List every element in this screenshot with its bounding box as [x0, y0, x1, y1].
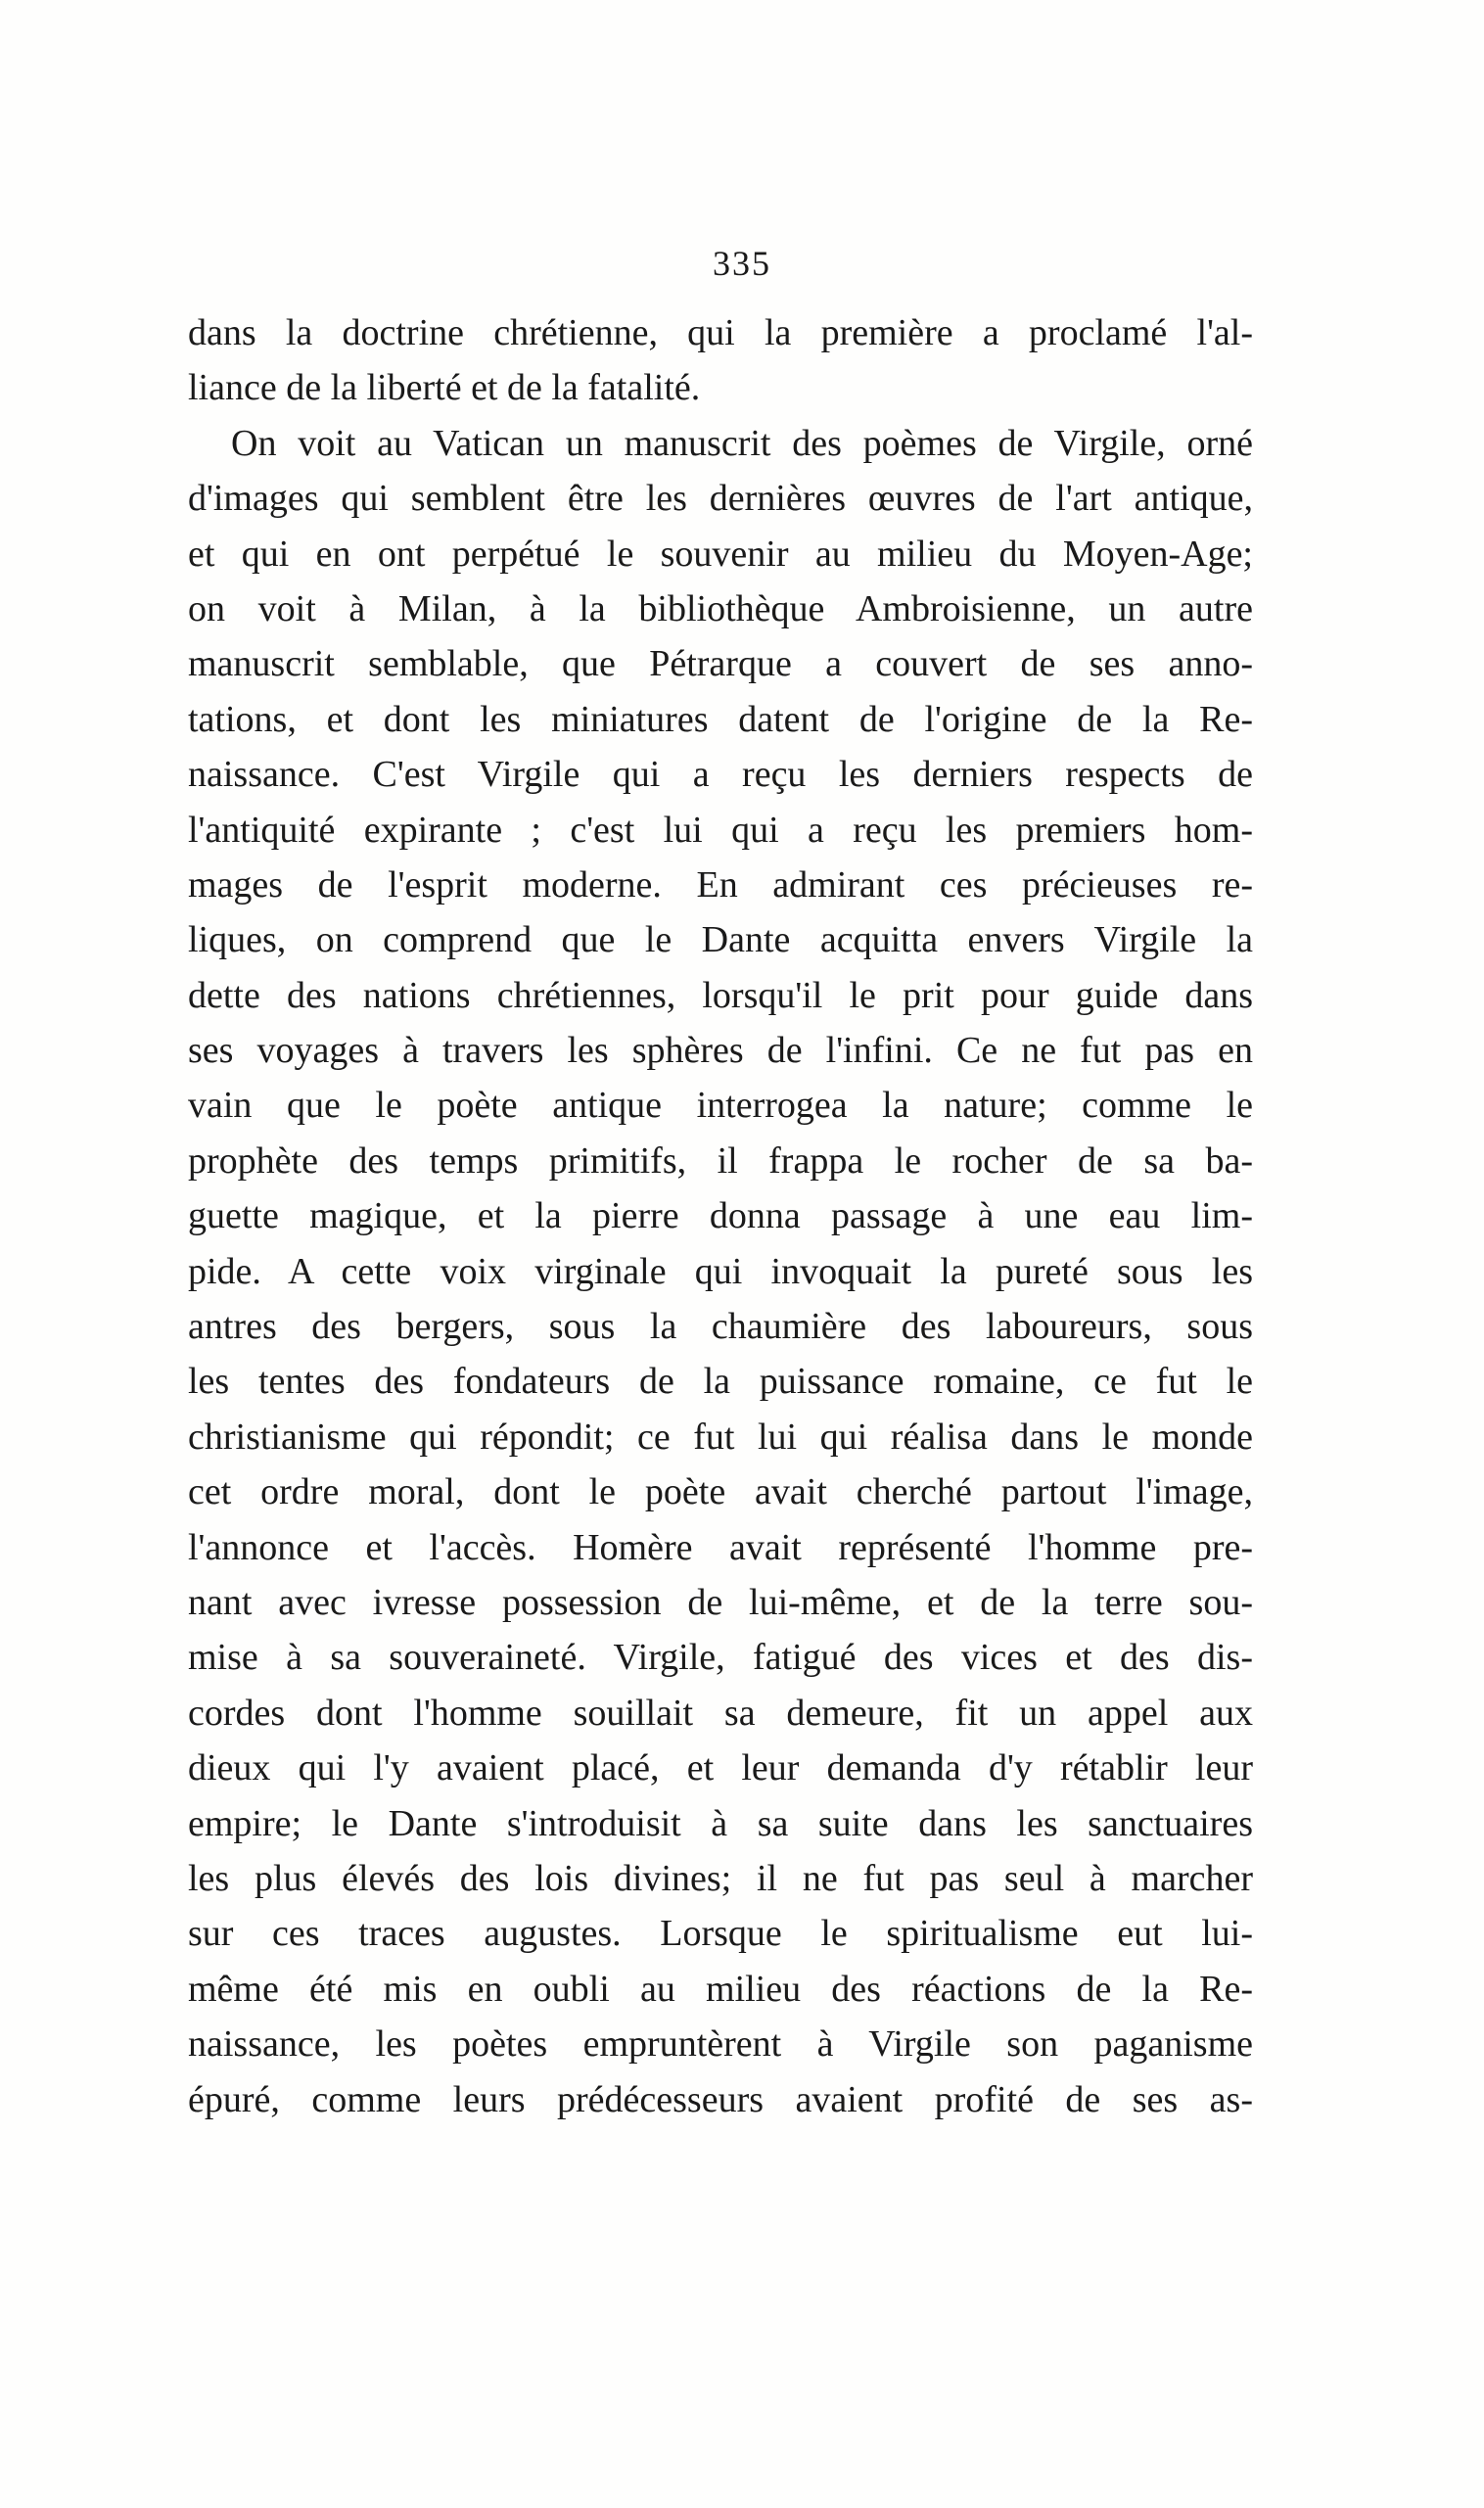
- text-line: et qui en ont perpétué le souvenir au milieu du Moyen-Age;: [188, 533, 1253, 575]
- text-line: christianisme qui répondit; ce fut lui qui réalisa dans le monde: [188, 1416, 1253, 1458]
- text-line: on voit à Milan, à la bibliothèque Ambroisienne, un autre: [188, 587, 1253, 629]
- text-line: les plus élevés des lois divines; il ne fut pas seul à marcher: [188, 1857, 1253, 1899]
- text-line: naissance, les poètes empruntèrent à Virgile son paganisme: [188, 2023, 1253, 2066]
- text-line: l'antiquité expirante ; c'est lui qui a reçu les premiers hom-: [188, 809, 1253, 851]
- text-line: naissance. C'est Virgile qui a reçu les derniers respects de: [188, 754, 1253, 796]
- page-number: 335: [713, 244, 771, 283]
- text-line: sur ces traces augustes. Lorsque le spiritualisme eut lui-: [188, 1913, 1253, 1955]
- text-line: guette magique, et la pierre donna passage à une eau lim-: [188, 1195, 1253, 1237]
- text-line: On voit au Vatican un manuscrit des poèmes de Virgile, orné: [231, 422, 1253, 464]
- text-line: cet ordre moral, dont le poète avait cherché partout l'image,: [188, 1471, 1253, 1513]
- text-line: même été mis en oubli au milieu des réactions de la Re-: [188, 1968, 1253, 2010]
- text-line: épuré, comme leurs prédécesseurs avaient profité de ses as-: [188, 2078, 1253, 2120]
- text-line: dans la doctrine chrétienne, qui la première a proclamé l'al-: [188, 312, 1253, 353]
- text-line: prophète des temps primitifs, il frappa le rocher de sa ba-: [188, 1139, 1253, 1182]
- text-line: les tentes des fondateurs de la puissance romaine, ce fut le: [188, 1361, 1253, 1403]
- text-line: d'images qui semblent être les dernières œuvres de l'art antique,: [188, 478, 1253, 520]
- text-line: vain que le poète antique interrogea la nature; comme le: [188, 1085, 1253, 1127]
- body-text: [188, 305, 1253, 2127]
- text-line: mages de l'esprit moderne. En admirant ces précieuses re-: [188, 863, 1253, 906]
- text-line: ses voyages à travers les sphères de l'infini. Ce ne fut pas en: [188, 1030, 1253, 1072]
- text-line: liques, on comprend que le Dante acquitta envers Virgile la: [188, 919, 1253, 961]
- text-line: antres des bergers, sous la chaumière des laboureurs, sous: [188, 1306, 1253, 1348]
- text-line: empire; le Dante s'introduisit à sa suite dans les sanctuaires: [188, 1802, 1253, 1844]
- text-line: mise à sa souveraineté. Virgile, fatigué des vices et des dis-: [188, 1637, 1253, 1679]
- text-line: pide. A cette voix virginale qui invoquait la pureté sous les: [188, 1250, 1253, 1292]
- text-line: liance de la liberté et de la fatalité.: [188, 367, 701, 409]
- text-line: l'annonce et l'accès. Homère avait représenté l'homme pre-: [188, 1526, 1253, 1568]
- text-line: tations, et dont les miniatures datent de l'origine de la Re-: [188, 698, 1253, 740]
- text-line: dieux qui l'y avaient placé, et leur demanda d'y rétablir leur: [188, 1747, 1253, 1789]
- text-line: manuscrit semblable, que Pétrarque a couvert de ses anno-: [188, 643, 1253, 685]
- text-line: cordes dont l'homme souillait sa demeure, fit un appel aux: [188, 1692, 1253, 1734]
- text-line: dette des nations chrétiennes, lorsqu'il le prit pour guide dans: [188, 974, 1253, 1016]
- text-line: nant avec ivresse possession de lui-même, et de la terre sou-: [188, 1581, 1253, 1623]
